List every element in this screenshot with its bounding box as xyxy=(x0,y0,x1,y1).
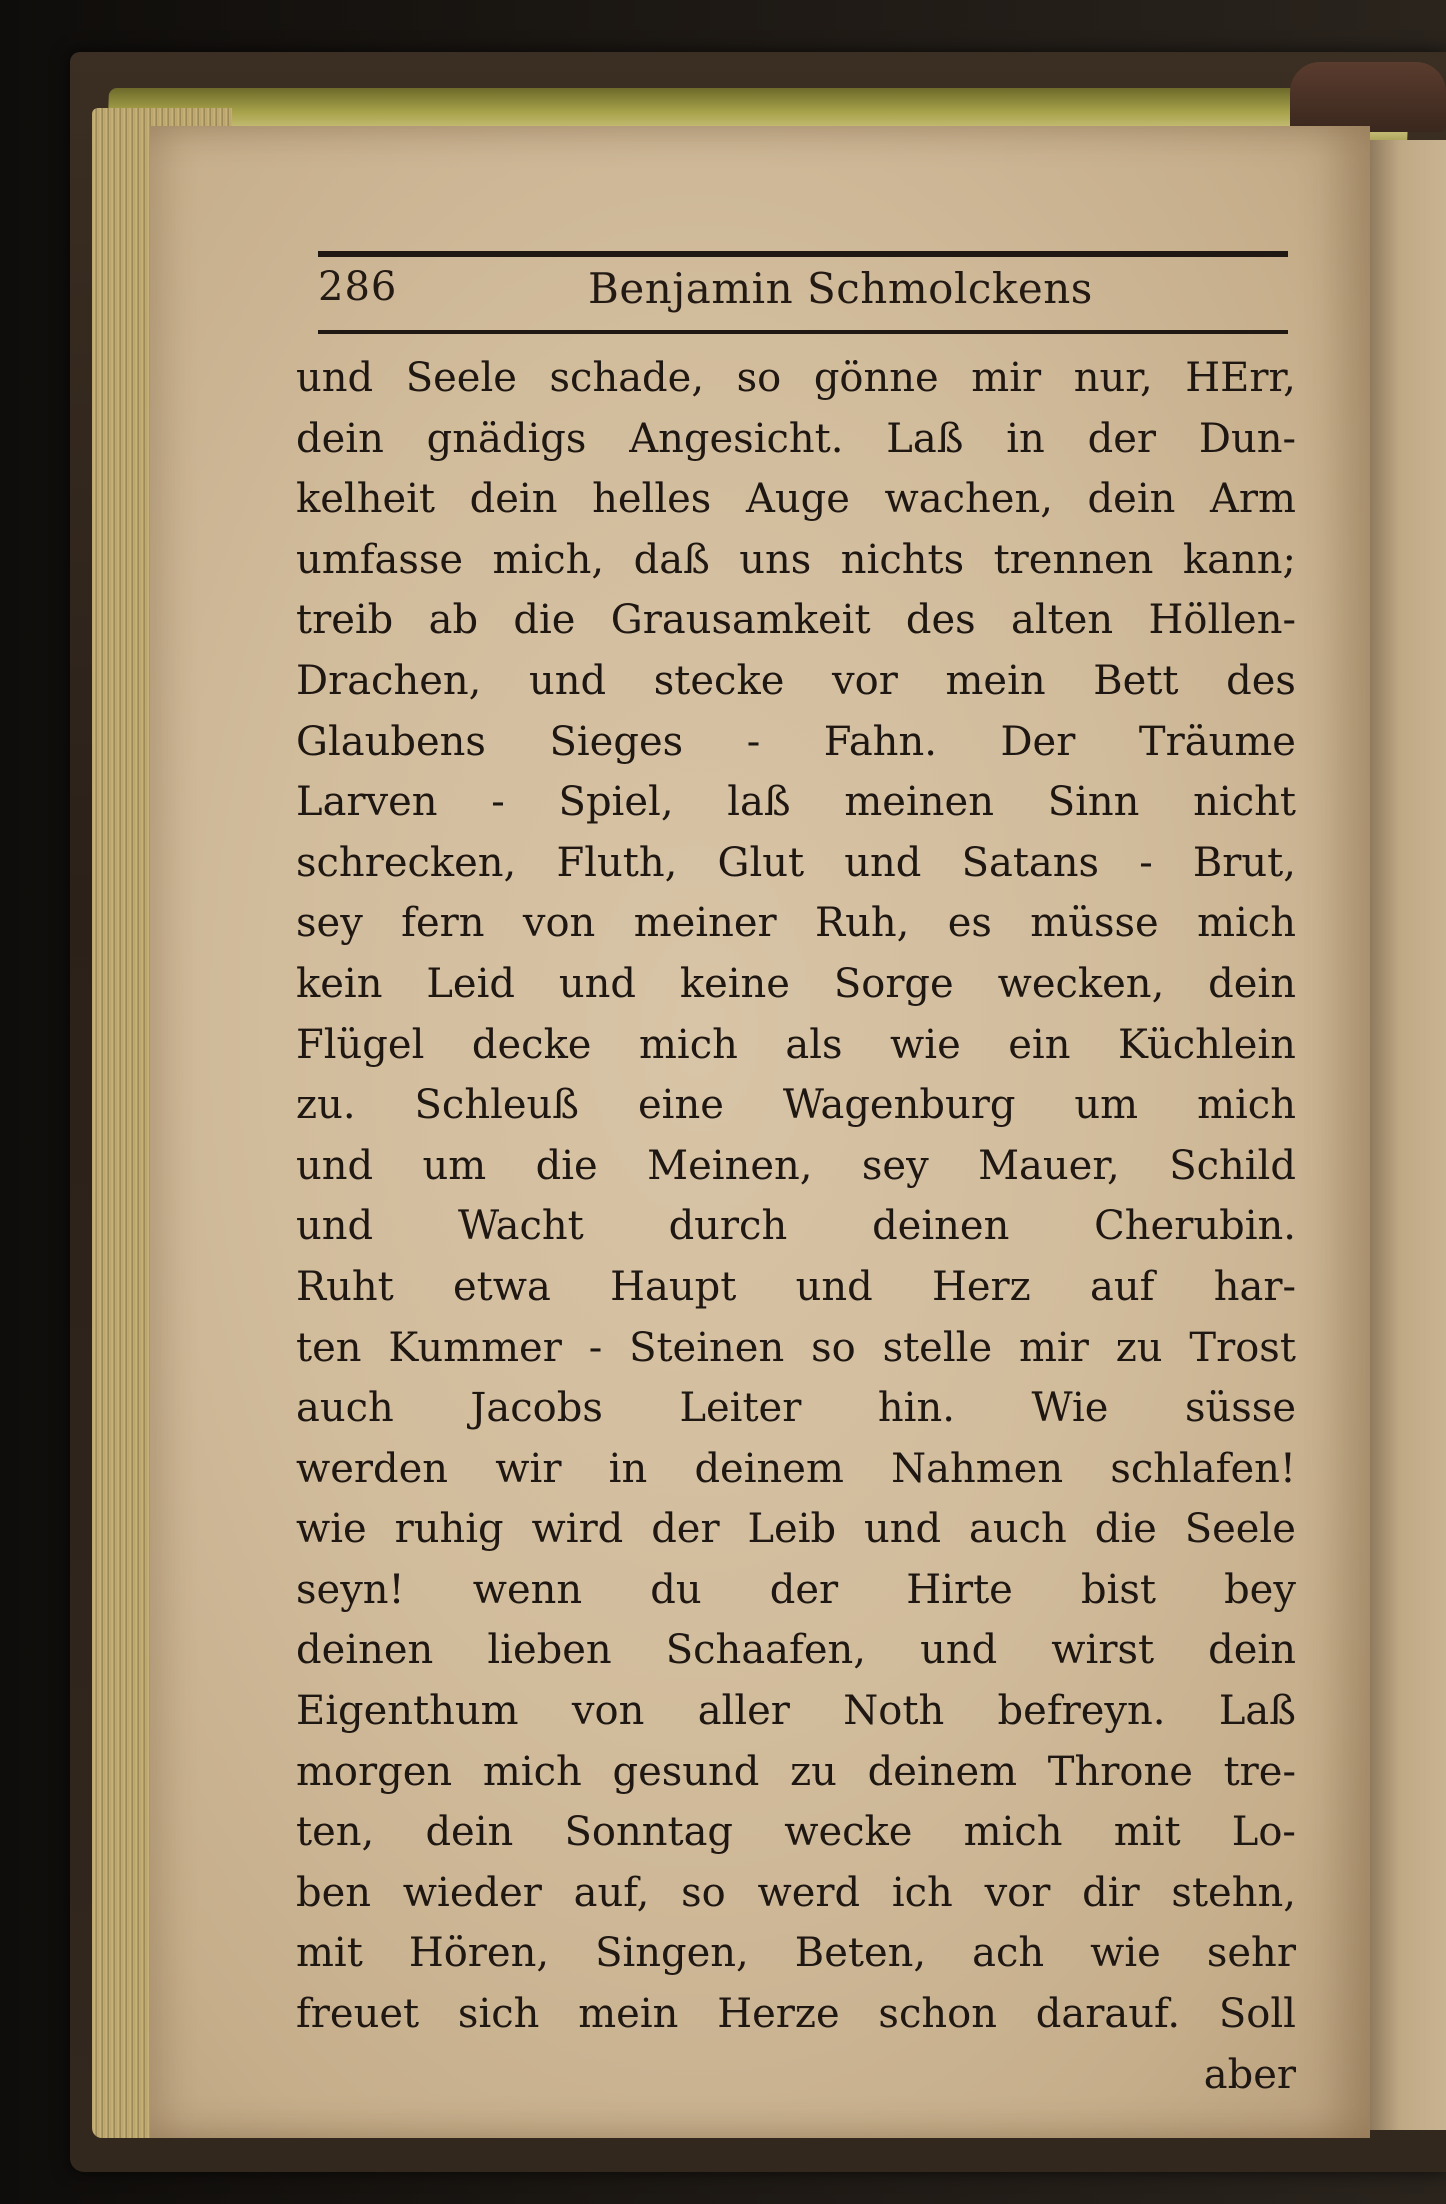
text-line: ben wieder auf, so werd ich vor dir stehn, xyxy=(296,1869,1296,1916)
text-line: seyn! wenn du der Hirte bist bey xyxy=(296,1566,1296,1613)
text-line: freuet sich mein Herze schon darauf. Soll xyxy=(296,1991,1296,2038)
text-line: und um die Meinen, sey Mauer, Schild xyxy=(296,1142,1296,1189)
catchword: aber xyxy=(1203,2051,1296,2098)
book-spine-cap xyxy=(1290,62,1446,132)
text-line: kein Leid und keine Sorge wecken, dein xyxy=(296,960,1296,1007)
text-line: sey fern von meiner Ruh, es müsse mich xyxy=(296,900,1296,947)
text-line: treib ab die Grausamkeit des alten Höllen- xyxy=(296,597,1296,644)
text-line: werden wir in deinem Nahmen schlafen! xyxy=(296,1445,1296,1492)
header-rule-top xyxy=(318,251,1288,257)
text-line: Glaubens Sieges - Fahn. Der Träume xyxy=(296,718,1296,765)
text-line: umfasse mich, daß uns nichts trennen kann; xyxy=(296,536,1296,583)
page-number: 286 xyxy=(318,264,398,310)
text-line: Drachen, und stecke vor mein Bett des xyxy=(296,657,1296,704)
text-line: auch Jacobs Leiter hin. Wie süsse xyxy=(296,1385,1296,1432)
text-line: wie ruhig wird der Leib und auch die Seele xyxy=(296,1506,1296,1553)
page-header xyxy=(318,258,1288,328)
text-line: deinen lieben Schaafen, und wirst dein xyxy=(296,1627,1296,1674)
text-line: dein gnädigs Angesicht. Laß in der Dun- xyxy=(296,415,1296,462)
text-line: Larven - Spiel, laß meinen Sinn nicht xyxy=(296,779,1296,826)
text-line: und Wacht durch deinen Cherubin. xyxy=(296,1203,1296,1250)
text-line: zu. Schleuß eine Wagenburg um mich xyxy=(296,1082,1296,1129)
text-line: und Seele schade, so gönne mir nur, HErr, xyxy=(296,355,1296,401)
text-line: Flügel decke mich als wie ein Küchlein xyxy=(296,1021,1296,1068)
text-line: Ruht etwa Haupt und Herz auf har- xyxy=(296,1263,1296,1310)
header-rule-bottom xyxy=(318,330,1288,334)
body-text xyxy=(296,348,1296,2105)
text-line: ten, dein Sonntag wecke mich mit Lo- xyxy=(296,1809,1296,1856)
text-line: mit Hören, Singen, Beten, ach wie sehr xyxy=(296,1930,1296,1977)
adjacent-page xyxy=(1370,140,1446,2130)
running-head: Benjamin Schmolckens xyxy=(588,264,1093,313)
text-line: morgen mich gesund zu deinem Throne tre- xyxy=(296,1748,1296,1795)
text-line: kelheit dein helles Auge wachen, dein Arm xyxy=(296,476,1296,523)
text-line: Eigenthum von aller Noth befreyn. Laß xyxy=(296,1688,1296,1735)
text-line: ten Kummer - Steinen so stelle mir zu Trost xyxy=(296,1324,1296,1371)
text-line: schrecken, Fluth, Glut und Satans - Brut, xyxy=(296,839,1296,886)
